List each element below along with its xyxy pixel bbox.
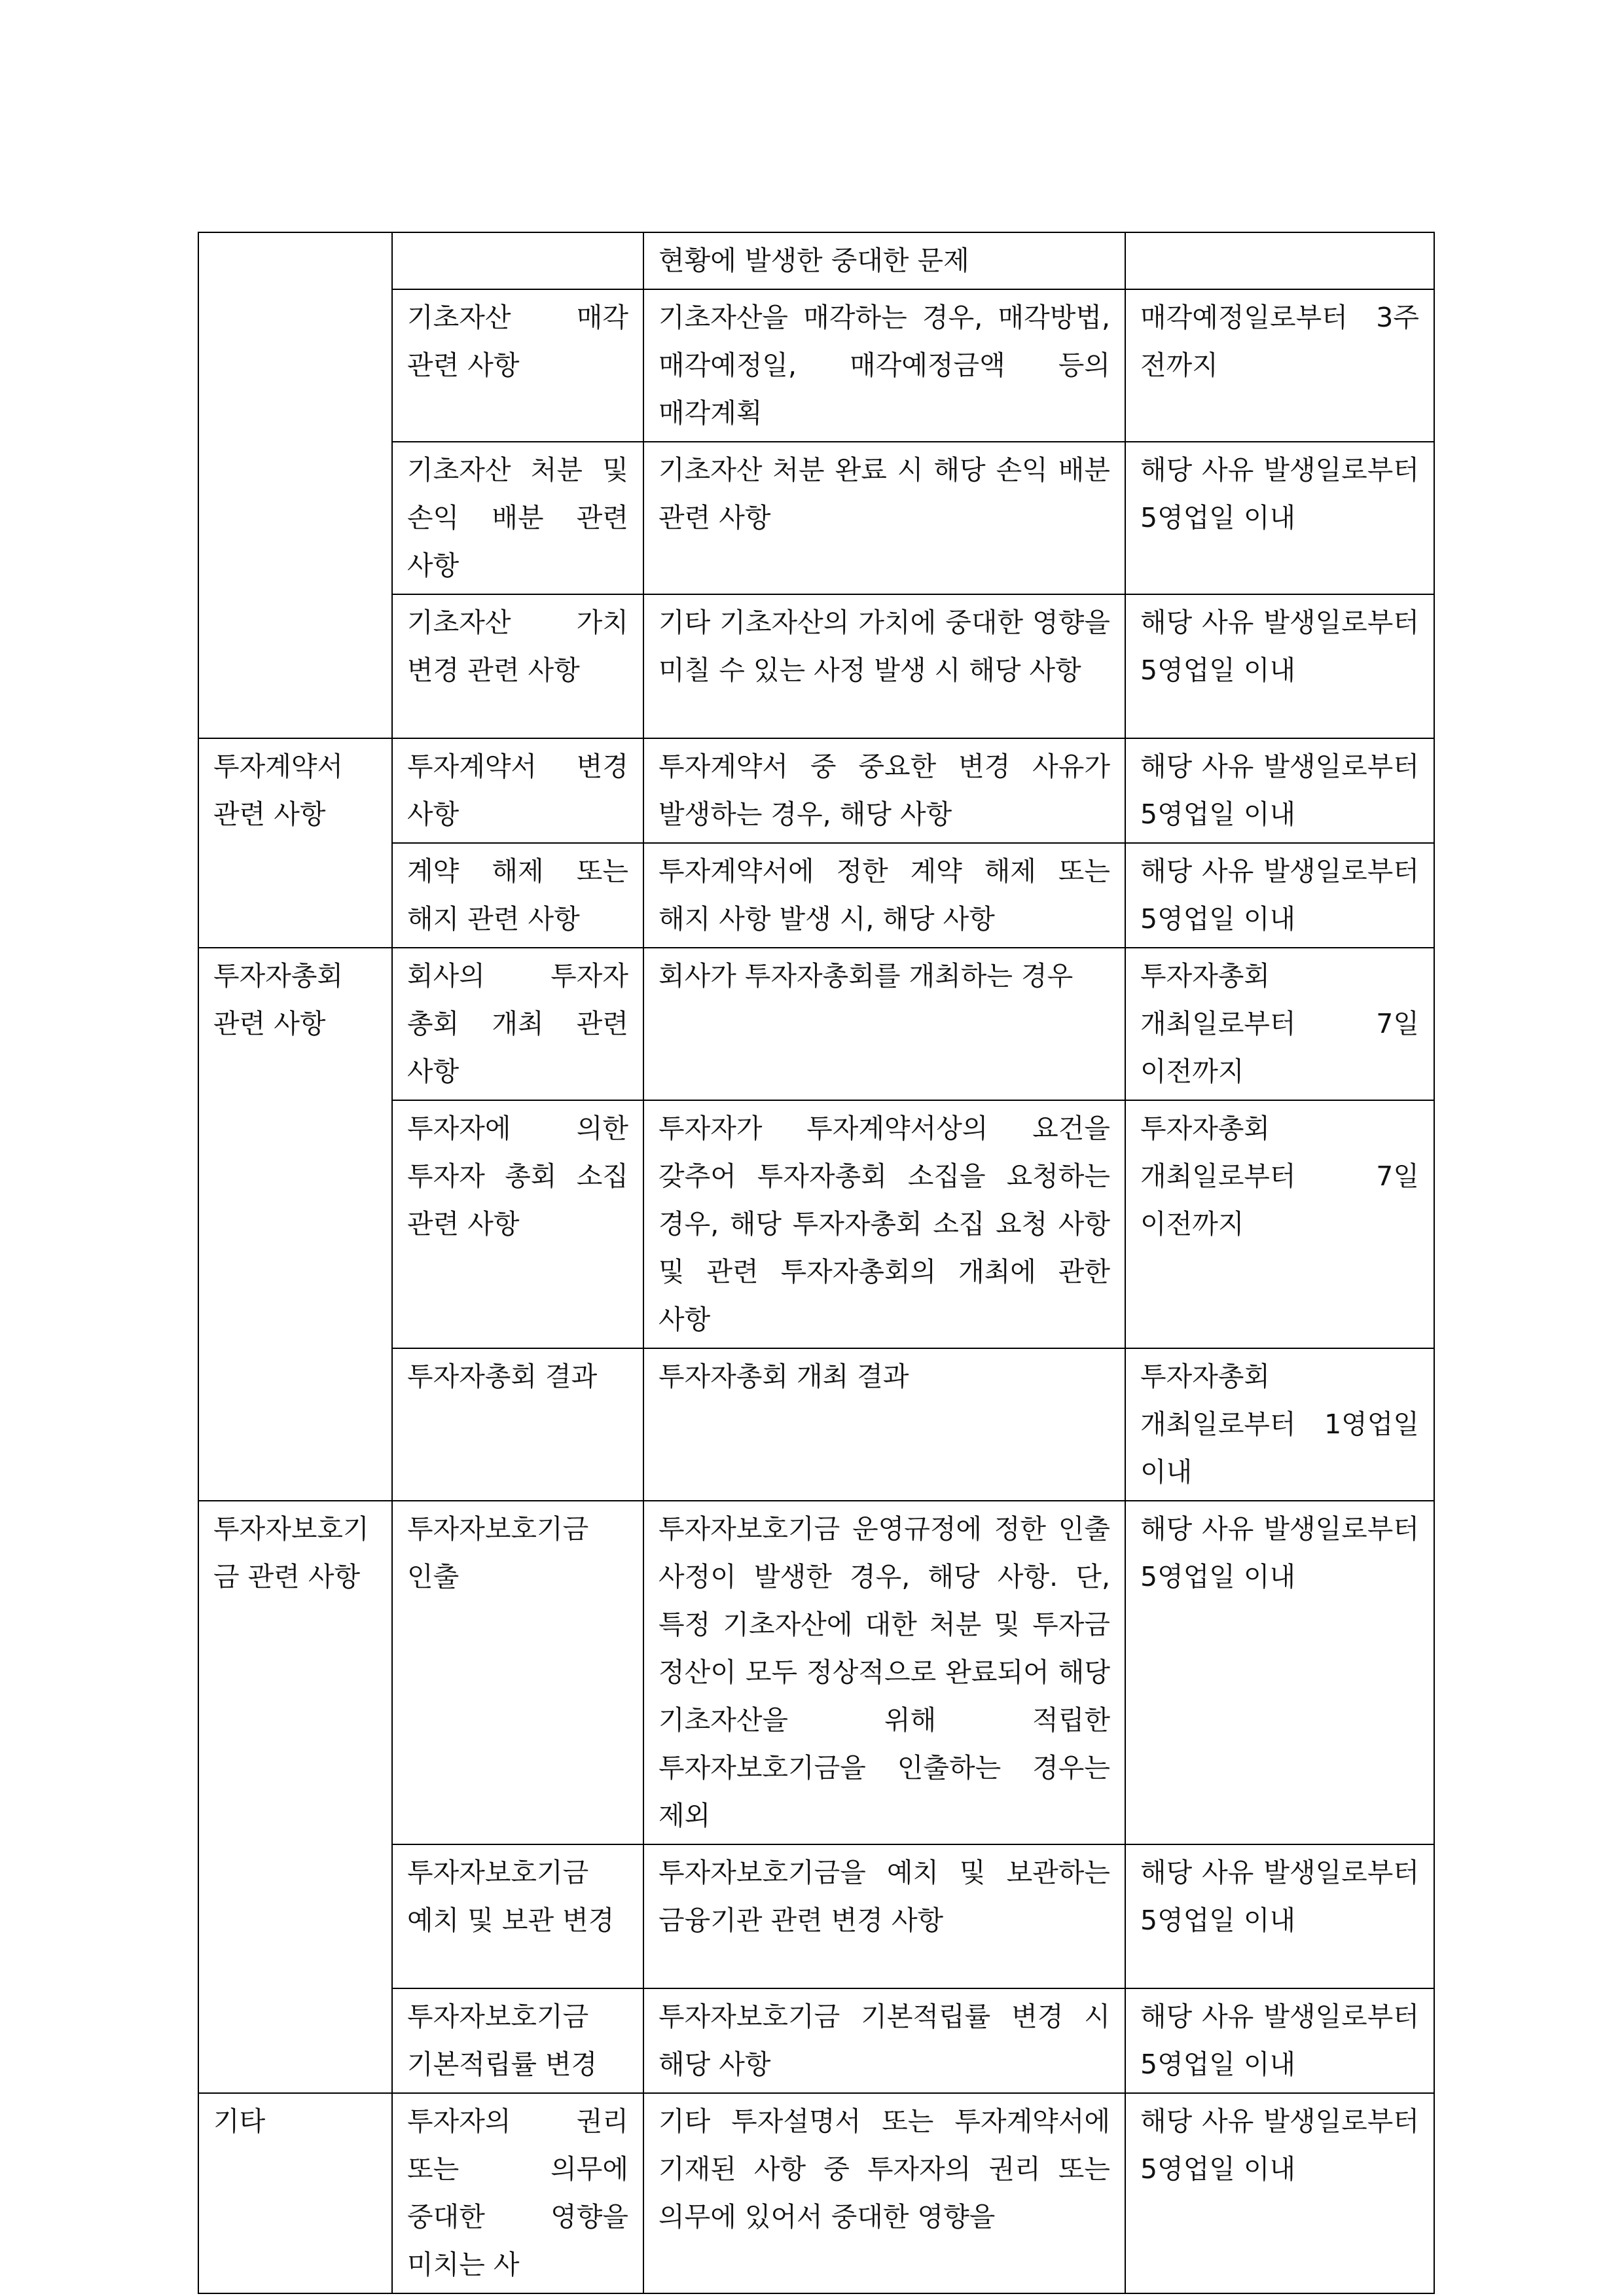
item-cell (392, 232, 643, 289)
deadline-cell: 해당 사유 발생일로부터 5영업일 이내 (1125, 1501, 1434, 1844)
description-cell: 회사가 투자자총회를 개최하는 경우 (643, 948, 1125, 1100)
description-cell: 투자자총회 개최 결과 (643, 1348, 1125, 1501)
deadline-cell: 해당 사유 발생일로부터 5영업일 이내 (1125, 2093, 1434, 2293)
category-cell (198, 232, 392, 738)
table-row (198, 232, 1434, 289)
description-cell: 투자계약서 중 중요한 변경 사유가 발생하는 경우, 해당 사항 (643, 738, 1125, 843)
deadline-cell: 해당 사유 발생일로부터 5영업일 이내 (1125, 843, 1434, 948)
category-cell: 투자자총회 관련 사항 (198, 948, 392, 1501)
description-cell: 기타 기초자산의 가치에 중대한 영향을 미칠 수 있는 사정 발생 시 해당 사항 (643, 594, 1125, 738)
description-cell: 투자자보호기금을 예치 및 보관하는 금융기관 관련 변경 사항 (643, 1844, 1125, 1988)
item-cell: 투자자보호기금 기본적립률 변경 (392, 1988, 643, 2093)
description-cell: 투자자가 투자계약서상의 요건을 갖추어 투자자총회 소집을 요청하는 경우, 해당 투자자총회 소집 요청 사항 및 관련 투자자총회의 개최에 관한 사항 (643, 1100, 1125, 1348)
item-cell: 계약 해제 또는 해지 관련 사항 (392, 843, 643, 948)
item-cell: 투자자에 의한 투자자 총회 소집 관련 사항 (392, 1100, 643, 1348)
table-row (198, 738, 1434, 843)
item-cell: 투자자보호기금 예치 및 보관 변경 (392, 1844, 643, 1988)
category-cell: 투자자보호기금 관련 사항 (198, 1501, 392, 2093)
deadline-cell: 해당 사유 발생일로부터 5영업일 이내 (1125, 1988, 1434, 2093)
deadline-cell: 투자자총회 개최일로부터 7일 이전까지 (1125, 948, 1434, 1100)
item-cell: 투자계약서 변경 사항 (392, 738, 643, 843)
description-cell: 기타 투자설명서 또는 투자계약서에 기재된 사항 중 투자자의 권리 또는 의무에 있어서 중대한 영향을 (643, 2093, 1125, 2293)
deadline-cell: 투자자총회 개최일로부터 1영업일 이내 (1125, 1348, 1434, 1501)
category-cell: 투자계약서 관련 사항 (198, 738, 392, 948)
table-row (198, 948, 1434, 1100)
deadline-cell (1125, 232, 1434, 289)
table-row (198, 2093, 1434, 2293)
item-cell: 기초자산 매각 관련 사항 (392, 289, 643, 442)
description-cell: 투자계약서에 정한 계약 해제 또는 해지 사항 발생 시, 해당 사항 (643, 843, 1125, 948)
deadline-cell: 해당 사유 발생일로부터 5영업일 이내 (1125, 594, 1434, 738)
item-cell: 투자자총회 결과 (392, 1348, 643, 1501)
item-cell: 기초자산 가치 변경 관련 사항 (392, 594, 643, 738)
description-cell: 투자자보호기금 기본적립률 변경 시 해당 사항 (643, 1988, 1125, 2093)
item-cell: 회사의 투자자 총회 개최 관련 사항 (392, 948, 643, 1100)
deadline-cell: 투자자총회 개최일로부터 7일 이전까지 (1125, 1100, 1434, 1348)
deadline-cell: 매각예정일로부터 3주 전까지 (1125, 289, 1434, 442)
description-cell: 투자자보호기금 운영규정에 정한 인출 사정이 발생한 경우, 해당 사항. 단, 특정 기초자산에 대한 처분 및 투자금 정산이 모두 정상적으로 완료되어 해당 기초자산을 위해 적립한 투자자보호기금을 인출하는 경우는 제외 (643, 1501, 1125, 1844)
disclosure-table (198, 232, 1435, 2294)
deadline-cell: 해당 사유 발생일로부터 5영업일 이내 (1125, 1844, 1434, 1988)
category-cell: 기타 (198, 2093, 392, 2293)
item-cell: 투자자의 권리 또는 의무에 중대한 영향을 미치는 사 (392, 2093, 643, 2293)
deadline-cell: 해당 사유 발생일로부터 5영업일 이내 (1125, 442, 1434, 594)
description-cell: 현황에 발생한 중대한 문제 (643, 232, 1125, 289)
item-cell: 투자자보호기금 인출 (392, 1501, 643, 1844)
table-row (198, 1501, 1434, 1844)
description-cell: 기초자산 처분 완료 시 해당 손익 배분 관련 사항 (643, 442, 1125, 594)
description-cell: 기초자산을 매각하는 경우, 매각방법, 매각예정일, 매각예정금액 등의 매각계획 (643, 289, 1125, 442)
deadline-cell: 해당 사유 발생일로부터 5영업일 이내 (1125, 738, 1434, 843)
item-cell: 기초자산 처분 및 손익 배분 관련 사항 (392, 442, 643, 594)
